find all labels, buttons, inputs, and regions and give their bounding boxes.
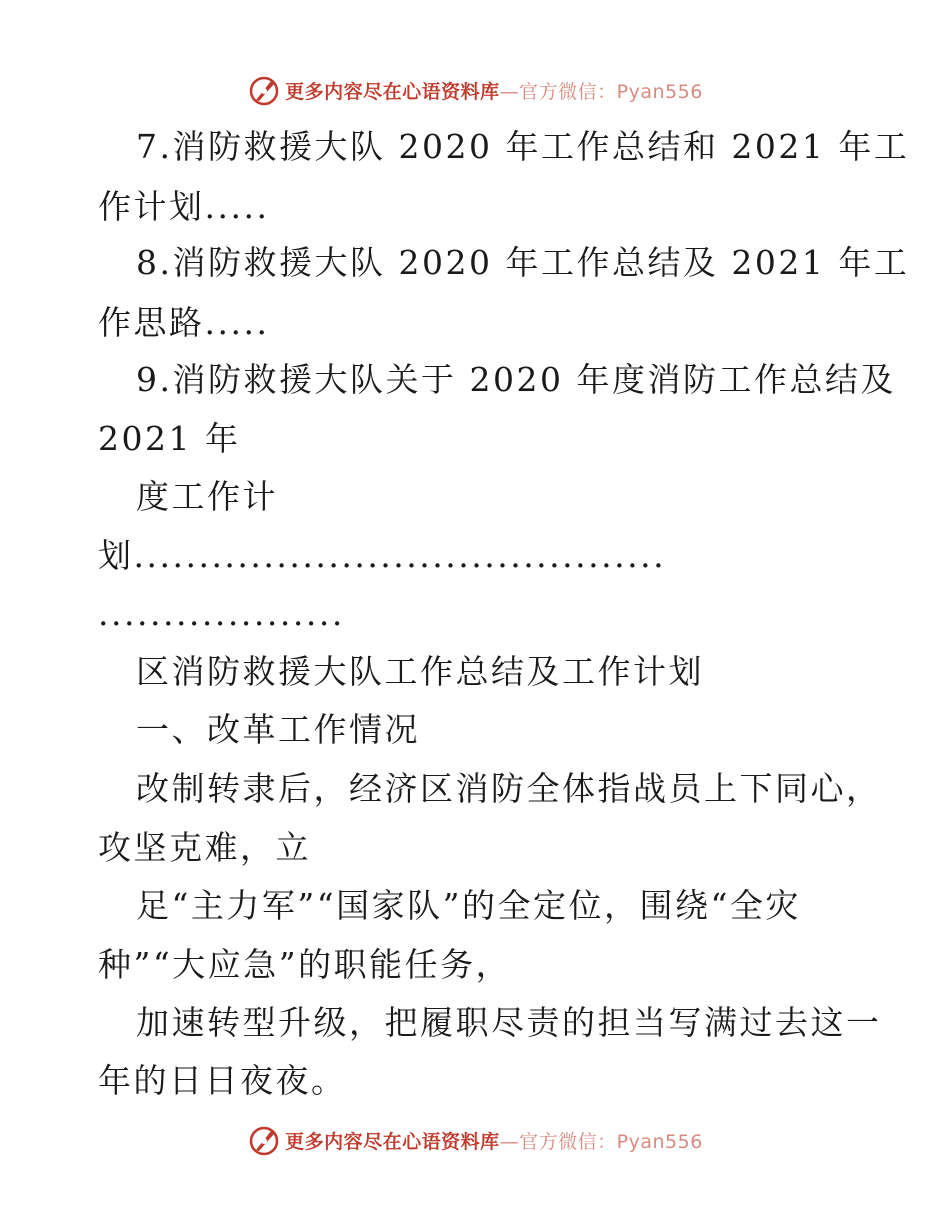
body-paragraph-1-line-1: 改制转隶后，经济区消防全体指战员上下同心，: [136, 769, 882, 808]
watermark-header: [0, 70, 950, 110]
toc-entry-9-line-2: 2021 年: [98, 419, 241, 458]
section-heading: 一、改革工作情况: [136, 710, 420, 749]
body-paragraph-3-line-2: 年的日日夜夜。: [98, 1061, 347, 1100]
body-paragraph-2-line-2: 种”“大应急”的职能任务，: [98, 945, 512, 984]
watermark-text: 更多内容尽在心语资料库—官方微信：Pyan556: [285, 80, 703, 103]
toc-entry-8-line-2: 作思路.....: [98, 303, 270, 342]
body-paragraph-3-line-1: 加速转型升级，把履职尽责的担当写满过去这一: [136, 1003, 882, 1042]
quill-logo-icon: [247, 73, 281, 107]
watermark-text: 更多内容尽在心语资料库—官方微信：Pyan556: [285, 1130, 703, 1153]
toc-entry-9-line-1: 9.消防救援大队关于 2020 年度消防工作总结及: [136, 360, 896, 399]
body-paragraph-2-line-1: 足“主力军”“国家队”的全定位，围绕“全灾: [136, 886, 801, 925]
toc-entry-9-line-4: 划.........................................: [98, 536, 667, 575]
toc-entry-7-line-1: 7.消防救援大队 2020 年工作总结和 2021 年工: [136, 127, 910, 166]
watermark-footer: [0, 1120, 950, 1160]
toc-entry-8-line-1: 8.消防救援大队 2020 年工作总结及 2021 年工: [136, 243, 910, 282]
toc-entry-9-line-3: 度工作计: [136, 477, 278, 516]
quill-logo-icon: [247, 1123, 281, 1157]
toc-entry-7-line-2: 作计划.....: [98, 187, 270, 226]
body-paragraph-1-line-2: 攻坚克难，立: [98, 828, 311, 867]
toc-entry-9-line-5: ...................: [98, 594, 345, 633]
document-title: 区消防救援大队工作总结及工作计划: [136, 652, 704, 691]
